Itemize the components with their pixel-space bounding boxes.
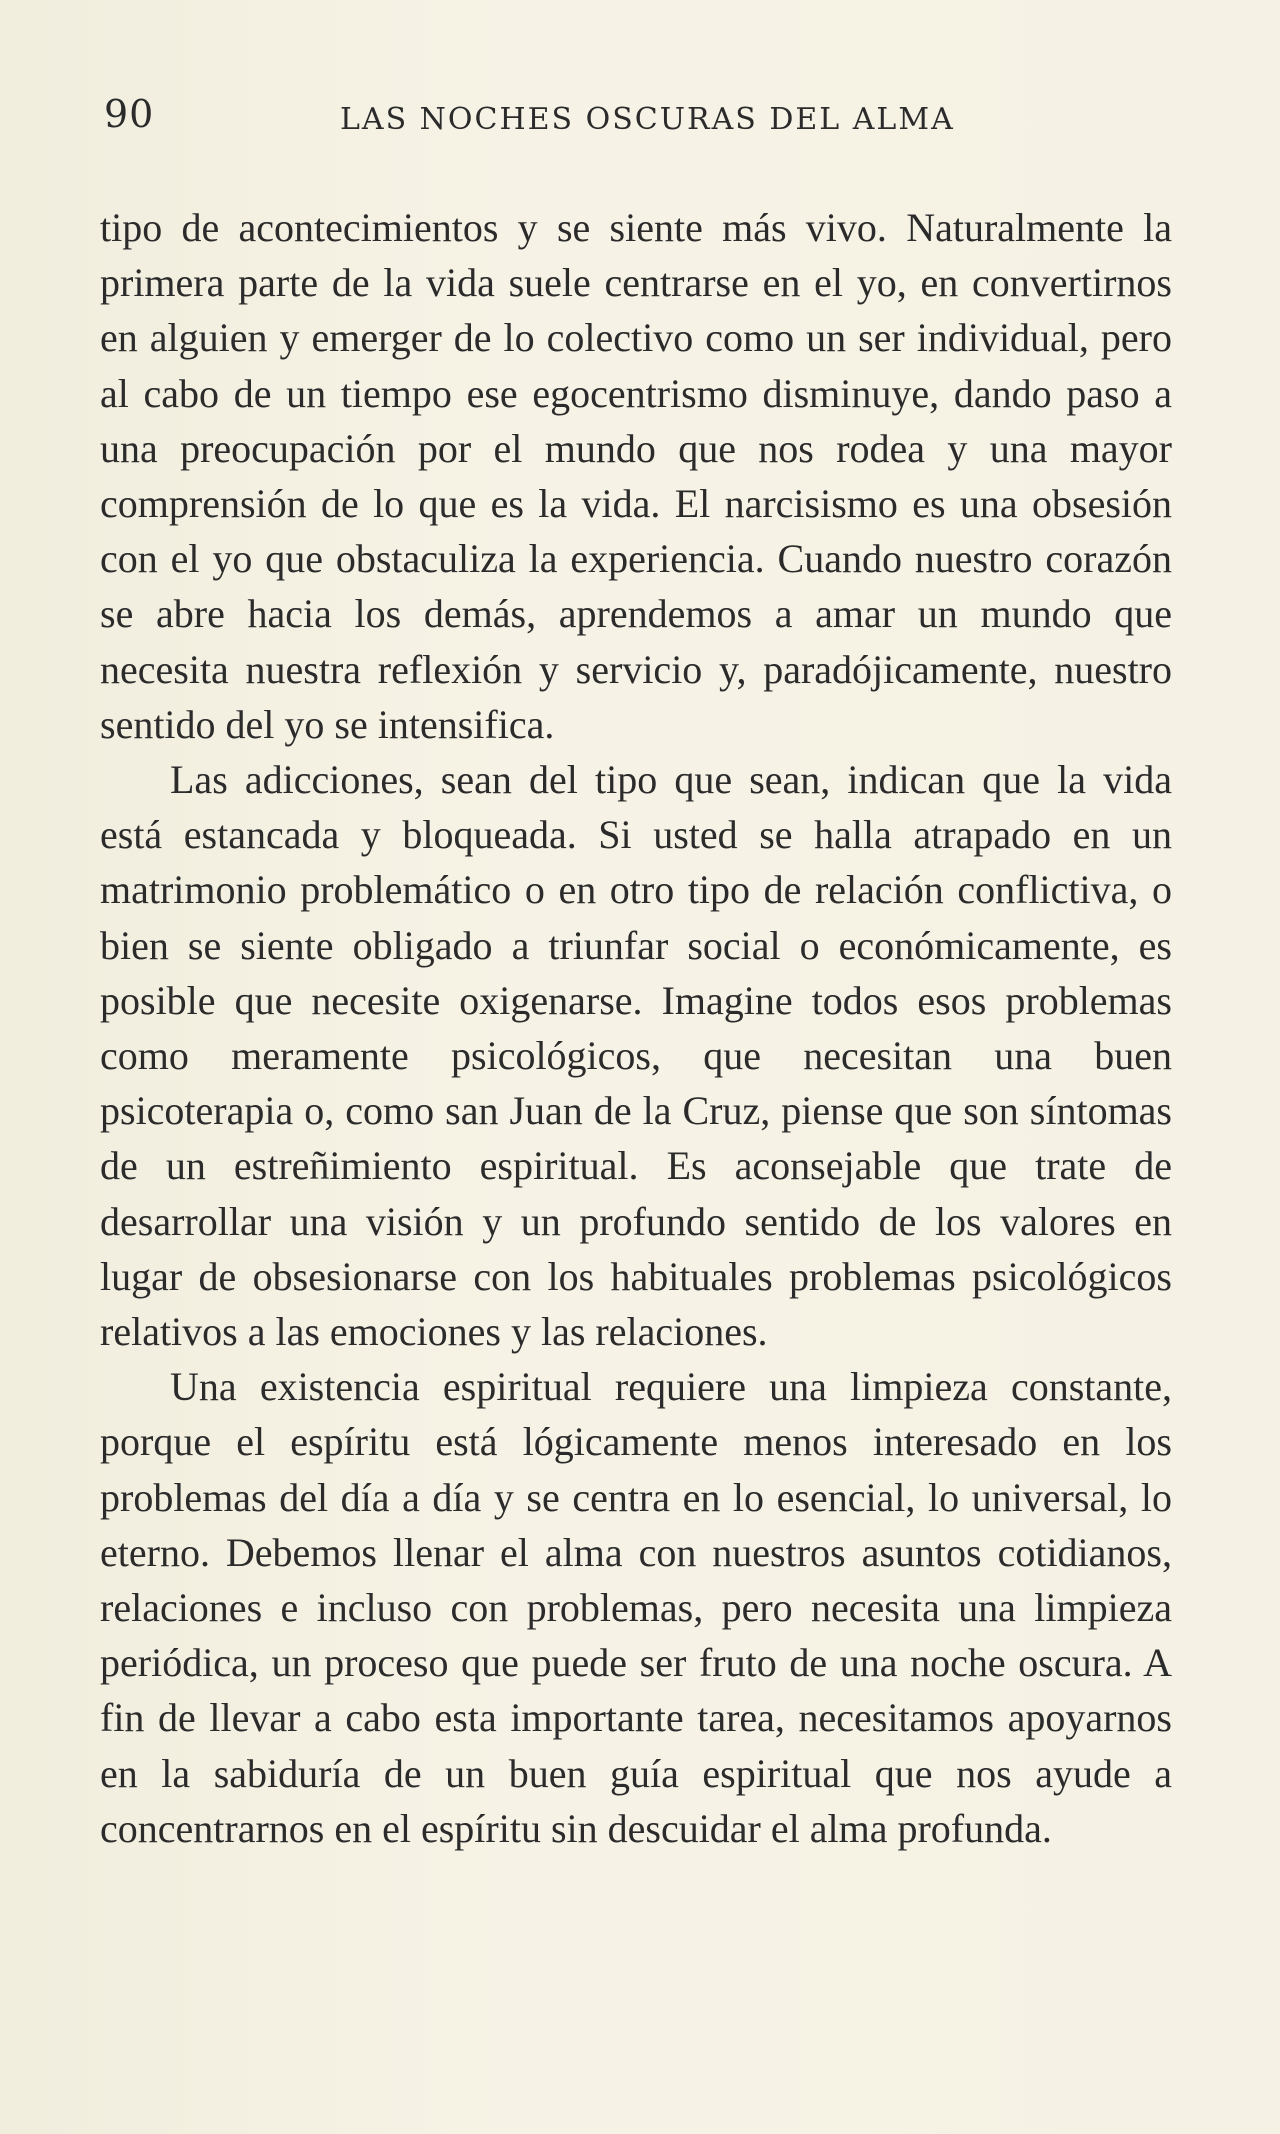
paragraph-2: Las adicciones, sean del tipo que sean, indican que la vida está estancada y bloqueada. Si usted se halla atrapado en un matrimonio problemático o en otro tipo de relación conflictiva, o bien se siente obligado a triunfar social o económicamente, es posible que necesite oxigenarse. Imagine todos esos problemas como meramente psicológicos, que necesitan una buen psicoterapia o, como san Juan de la Cruz, piense que son síntomas de un estreñimiento espiritual. Es aconsejable que trate de desarrollar una visión y un profundo sentido de los valores en lugar de obsesionarse con los habituales problemas psicológicos relativos a las emociones y las relaciones. (100, 757, 1172, 1355)
paragraph-3: Una existencia espiritual requiere una limpieza constante, porque el espíritu está lógicamente menos interesado en los problemas del día a día y se centra en lo esencial, lo universal, lo eterno. Debemos llenar el alma con nuestros asuntos cotidianos, relaciones e incluso con problemas, pero necesita una limpieza periódica, un proceso que puede ser fruto de una noche oscura. A fin de llevar a cabo esta importante tarea, necesitamos apoyarnos en la sabiduría de un buen guía espiritual que nos ayude a concentrarnos en el espíritu sin descuidar el alma profunda. (100, 1364, 1172, 1851)
page-number: 90 (104, 92, 155, 136)
body-text (100, 200, 1172, 1856)
running-head (104, 92, 1176, 142)
running-title: LAS NOCHES OSCURAS DEL ALMA (340, 102, 955, 137)
paragraph-1: tipo de acontecimientos y se siente más vivo. Naturalmente la primera parte de la vida suele centrarse en el yo, en convertirnos en alguien y emerger de lo colectivo como un ser individual, pero al cabo de un tiempo ese egocentrismo disminuye, dando paso a una preocupación por el mundo que nos rodea y una mayor comprensión de lo que es la vida. El narcisismo es una obsesión con el yo que obstaculiza la experiencia. Cuando nuestro corazón se abre hacia los demás, aprendemos a amar un mundo que necesita nuestra reflexión y servicio y, paradójicamente, nuestro sentido del yo se intensifica. (100, 205, 1172, 747)
